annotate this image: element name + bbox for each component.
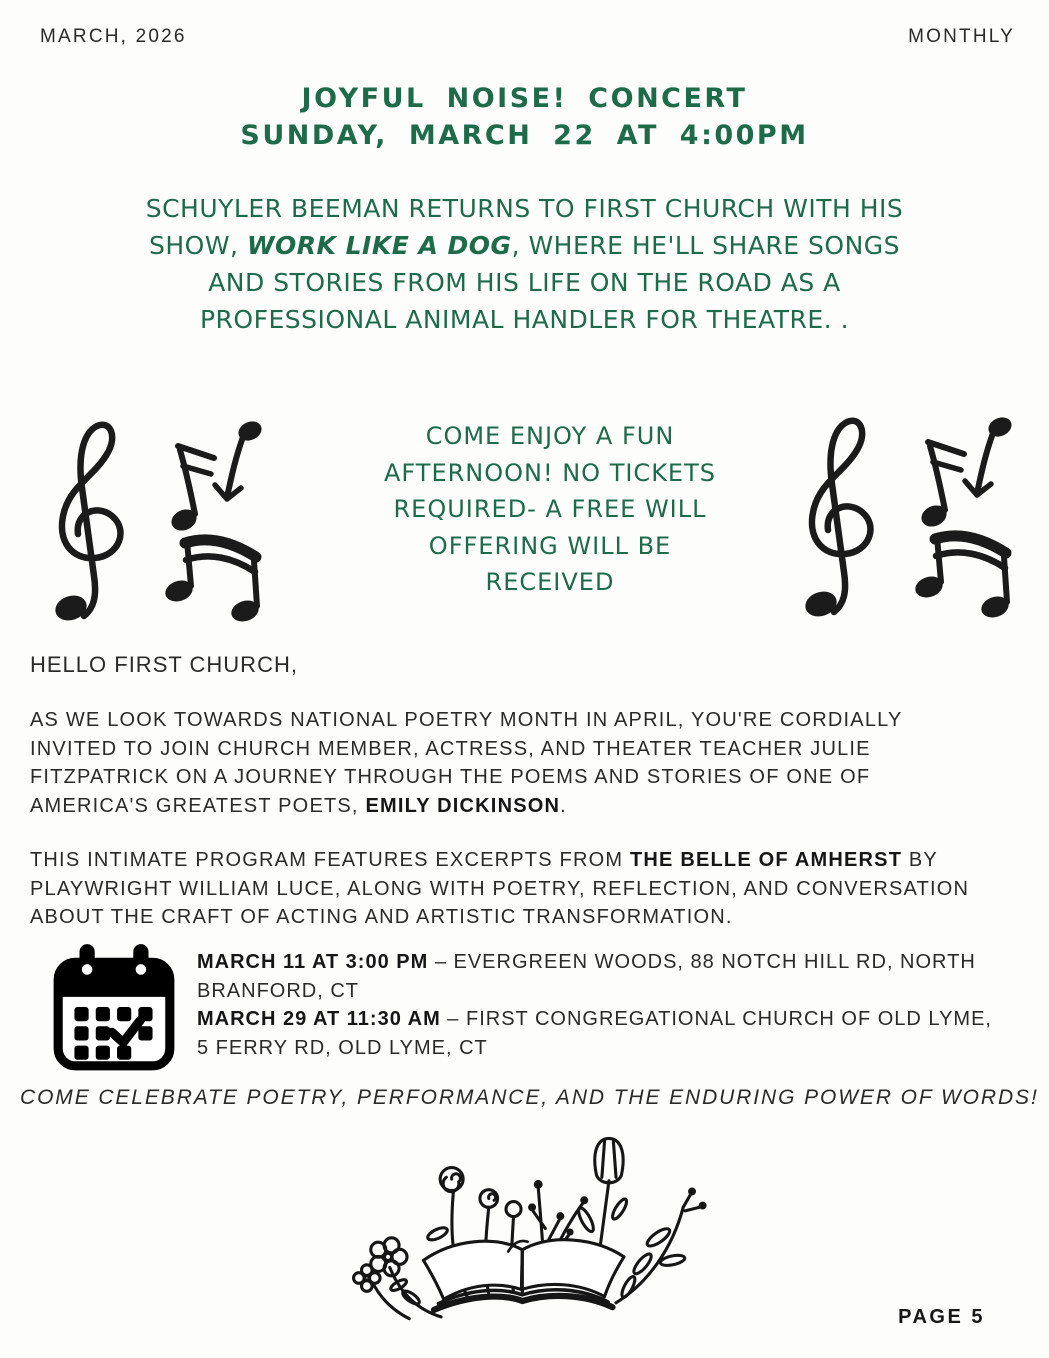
music-notes-icon (38, 392, 268, 627)
music-notes-illustration-right (788, 388, 1018, 628)
para2-bold-title: THE BELLE OF AMHERST (629, 849, 903, 871)
event-2-date: MARCH 29 AT 11:30 AM (197, 1008, 441, 1030)
show-title: WORK LIKE A DOG (246, 231, 512, 260)
tulip-icon (595, 1138, 623, 1182)
music-notes-illustration-left (38, 392, 268, 632)
para2-text: THIS INTIMATE PROGRAM FEATURES EXCERPTS FROM (30, 849, 630, 871)
concert-title-line1: JOYFUL NOISE! CONCERT (301, 83, 748, 114)
intro-text-after: , WHERE HE'LL SHARE SONGS AND STORIES FROM HIS LIFE ON THE ROAD AS A PROFESSIONAL ANIMAL HANDLER FOR THEATRE. . (199, 231, 901, 334)
para1-text: AS WE LOOK TOWARDS NATIONAL POETRY MONTH IN APRIL, YOU'RE CORDIALLY INVITED TO JOIN CHURCH MEMBER, ACTRESS, AND THEATER TEACHER JULIE FITZPATRICK ON A JOURNEY THROUGH THE POEMS AND STORIES OF ONE OF AMERICA'S GREATEST POETS, (30, 709, 903, 817)
event-list (197, 948, 997, 1062)
five-petal-flower-icon (371, 1238, 407, 1276)
event-item-2 (197, 1005, 997, 1062)
event-2-details: – FIRST CONGREGATIONAL CHURCH OF OLD LYME, 5 FERRY RD, OLD LYME, CT (197, 1008, 992, 1059)
calendar-check-icon (48, 938, 180, 1080)
letter-paragraph-1 (30, 706, 970, 820)
concert-note: COME ENJOY A FUN AFTERNOON! NO TICKETS REQUIRED- A FREE WILL OFFERING WILL BE RECEIVED (383, 422, 716, 596)
para1-bold-name: EMILY DICKINSON (365, 794, 561, 817)
event-1-details: – EVERGREEN WOODS, 88 NOTCH HILL RD, NORTH BRANFORD, CT (197, 951, 976, 1002)
book-with-flowers-illustration (335, 1126, 715, 1329)
treble-clef-icon (52, 592, 90, 625)
concert-intro-paragraph (122, 190, 927, 338)
para2-text-after: BY PLAYWRIGHT WILLIAM LUCE, ALONG WITH POETRY, REFLECTION, AND CONVERSATION ABOUT THE CRAFT OF ACTING AND ARTISTIC TRANSFORMATION. (30, 849, 970, 928)
issue-frequency: MONTHLY (908, 26, 1015, 47)
event-1-date: MARCH 11 AT 3:00 PM (197, 951, 429, 973)
concert-title-line2: SUNDAY, MARCH 22 AT 4:00PM (240, 120, 809, 151)
closing-line: COME CELEBRATE POETRY, PERFORMANCE, AND THE ENDURING POWER OF WORDS! (20, 1086, 1039, 1109)
music-notes-icon (788, 388, 1018, 623)
event-item-1 (197, 948, 997, 1005)
concert-title (0, 80, 1049, 154)
letter-paragraph-2 (30, 846, 1020, 932)
para1-period: . (560, 794, 567, 817)
page-number: PAGE 5 (898, 1306, 985, 1328)
issue-date: MARCH, 2026 (40, 26, 187, 47)
letter-greeting: HELLO FIRST CHURCH, (30, 652, 298, 677)
intro-text-before: SCHUYLER BEEMAN RETURNS TO FIRST CHURCH WITH HIS SHOW, (145, 194, 904, 260)
